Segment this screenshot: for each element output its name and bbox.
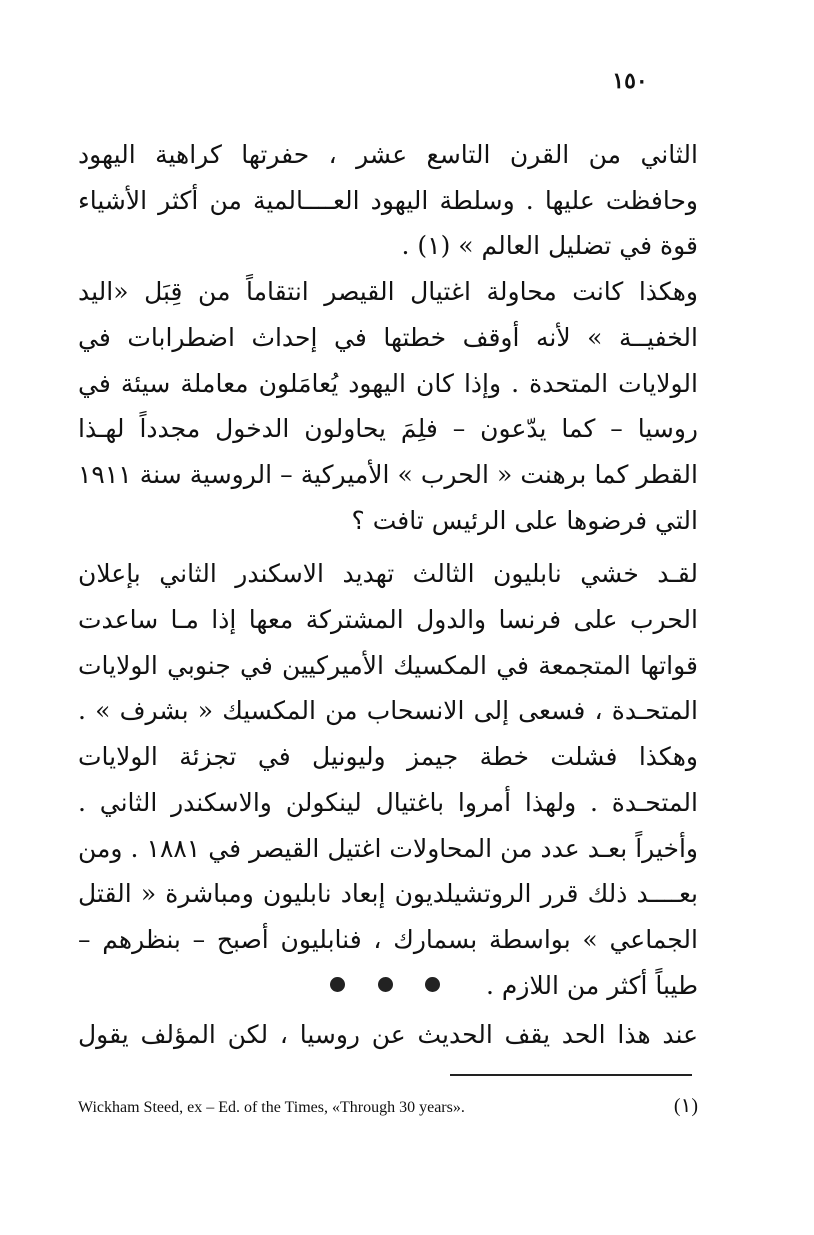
footnote-text: Wickham Steed, ex – Ed. of the Times, «Through 30 years». bbox=[78, 1099, 465, 1116]
paragraph-2: وهكذا كانت محاولة اغتيال القيصر انتقاماً من قِبَل «اليد الخفيــة » لأنه أوقف خطتها في إحداث اضطرابات في الولايات المتحدة . وإذا كان اليهود يُعامَلون معاملة سيئة في روسيا – كما يدّعون – فلِمَ يحاولون الدخول مجدداً لهـذا القطر كما برهنت « الحرب » الأميركية – الروسية سنة ١٩١١ التي فرضوها على الرئيس تافت ؟ bbox=[78, 277, 698, 535]
footnote bbox=[78, 1094, 698, 1120]
continuation-line: عند هذا الحد يقف الحديث عن روسيا ، لكن المؤلف يقول bbox=[78, 1020, 698, 1049]
body-text bbox=[78, 132, 698, 1008]
paragraph-1: الثاني من القرن التاسع عشر ، حفرتها كراهية اليهود وحافظت عليها . وسلطة اليهود العــــالمية من أكثر الأشياء قوة في تضليل العالم » (١) . bbox=[78, 140, 698, 261]
footnote-marker: (١) bbox=[673, 1095, 698, 1117]
separator-dot bbox=[330, 977, 345, 992]
paragraph-3: لقـد خشي نابليون الثالث تهديد الاسكندر الثاني بإعلان الحرب على فرنسا والدول المشتركة معها إذا مـا ساعدت قواتها المتجمعة في المكسيك الأميركيين في جنوبي الولايات المتحـدة ، فسعى إلى الانسحاب من المكسيك « بشرف » . وهكذا فشلت خطة جيمز وليونيل في تجزئة الولايات المتحـدة . ولهذا أمروا باغتيال لينكولن والاسكندر الثاني . وأخيراً بعـد عدد من المحاولات اغتيل القيصر في ١٨٨١ . ومن بعــــد ذلك قرر الروتشيلديون إبعاد نابليون ومباشرة « القتل الجماعي » بواسطة بسمارك ، فنابليون أصبح – بنظرهم – طيباً أكثر من اللازم . bbox=[78, 559, 698, 1000]
separator-dot bbox=[378, 977, 393, 992]
separator-dot bbox=[425, 977, 440, 992]
footnote-rule bbox=[450, 1074, 692, 1076]
page-number: ١٥٠ bbox=[612, 68, 648, 94]
section-separator bbox=[330, 972, 440, 996]
